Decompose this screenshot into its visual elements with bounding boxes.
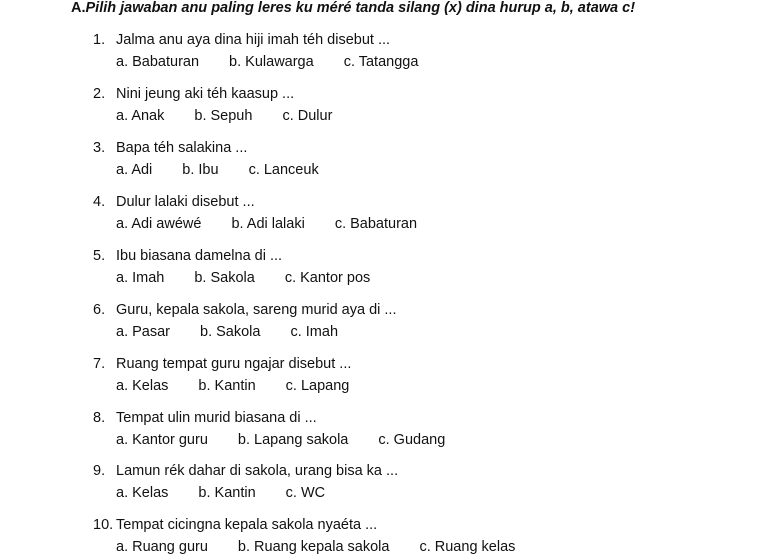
answer-option-b[interactable]: b. Sakola <box>194 270 255 286</box>
answer-option-a[interactable]: a. Kelas <box>116 378 169 394</box>
answer-option-b[interactable]: b. Ruang kepala sakola <box>237 539 390 555</box>
question-number: 8. <box>93 410 106 426</box>
answer-options <box>116 268 400 288</box>
question-text: Guru, kepala sakola, sareng murid aya di ... <box>116 302 397 318</box>
question-item <box>0 246 768 290</box>
answer-option-a[interactable]: a. Kantor guru <box>116 432 208 448</box>
answer-options <box>116 483 355 503</box>
section-label: A. <box>71 0 86 16</box>
question-number: 4. <box>93 194 106 210</box>
answer-option-a[interactable]: a. Pasar <box>116 324 170 340</box>
answer-options <box>116 322 368 342</box>
answer-option-b[interactable]: b. Adi lalaki <box>231 216 305 232</box>
answer-options <box>116 537 545 557</box>
question-text: Ruang tempat guru ngajar disebut ... <box>116 356 352 372</box>
answer-option-a[interactable]: a. Imah <box>116 270 165 286</box>
question-text: Tempat ulin murid biasana di ... <box>116 410 317 426</box>
question-item <box>0 84 768 128</box>
question-item <box>0 138 768 182</box>
question-text: Bapa téh salakina ... <box>116 140 248 156</box>
answer-option-b[interactable]: b. Sakola <box>200 324 261 340</box>
answer-option-c[interactable]: c. Lapang <box>285 378 350 394</box>
question-text: Dulur lalaki disebut ... <box>116 194 255 210</box>
answer-option-c[interactable]: c. Ruang kelas <box>419 539 516 555</box>
answer-option-a[interactable]: a. Adi awéwé <box>116 216 202 232</box>
question-text: Nini jeung aki téh kaasup ... <box>116 86 295 102</box>
answer-option-a[interactable]: a. Anak <box>116 108 165 124</box>
answer-option-a[interactable]: a. Adi <box>116 162 153 178</box>
question-number: 1. <box>93 32 106 48</box>
question-number: 9. <box>93 463 106 479</box>
answer-options <box>116 430 475 450</box>
question-text: Lamun rék dahar di sakola, urang bisa ka ... <box>116 463 399 479</box>
question-item <box>0 300 768 344</box>
question-text: Tempat cicingna kepala sakola nyaéta ... <box>116 517 378 533</box>
question-number: 3. <box>93 140 106 156</box>
answer-option-a[interactable]: a. Kelas <box>116 485 169 501</box>
answer-options <box>116 52 448 72</box>
question-item <box>0 461 768 505</box>
answer-option-b[interactable]: b. Kantin <box>198 485 256 501</box>
answer-option-c[interactable]: c. Lanceuk <box>248 162 319 178</box>
answer-option-c[interactable]: c. Kantor pos <box>284 270 371 286</box>
answer-option-c[interactable]: c. Babaturan <box>334 216 418 232</box>
question-number: 6. <box>93 302 106 318</box>
question-item <box>0 354 768 398</box>
question-text: Ibu biasana damelna di ... <box>116 248 283 264</box>
answer-option-c[interactable]: c. WC <box>285 485 326 501</box>
question-number: 2. <box>93 86 106 102</box>
question-number: 5. <box>93 248 106 264</box>
answer-option-a[interactable]: a. Babaturan <box>116 54 200 70</box>
answer-option-c[interactable]: c. Dulur <box>282 108 333 124</box>
answer-options <box>116 214 447 234</box>
answer-option-c[interactable]: c. Gudang <box>378 432 446 448</box>
question-number: 7. <box>93 356 106 372</box>
question-item <box>0 192 768 236</box>
answer-option-c[interactable]: c. Tatangga <box>343 54 419 70</box>
answer-option-c[interactable]: c. Imah <box>290 324 339 340</box>
question-number: 10. <box>93 517 114 533</box>
answer-options <box>116 106 362 126</box>
question-item <box>0 408 768 452</box>
answer-option-b[interactable]: b. Ibu <box>182 162 219 178</box>
question-item <box>0 515 768 559</box>
answer-option-b[interactable]: b. Sepuh <box>194 108 253 124</box>
answer-option-b[interactable]: b. Kulawarga <box>229 54 314 70</box>
question-text: Jalma anu aya dina hiji imah téh disebut ... <box>116 32 391 48</box>
answer-option-b[interactable]: b. Lapang sakola <box>237 432 349 448</box>
answer-option-b[interactable]: b. Kantin <box>198 378 256 394</box>
instruction-text: Pilih jawaban anu paling leres ku méré tanda silang (x) dina hurup a, b, atawa c! <box>85 0 636 16</box>
section-heading <box>71 0 635 18</box>
answer-options <box>116 160 349 180</box>
answer-options <box>116 376 379 396</box>
question-item <box>0 30 768 74</box>
answer-option-a[interactable]: a. Ruang guru <box>116 539 208 555</box>
